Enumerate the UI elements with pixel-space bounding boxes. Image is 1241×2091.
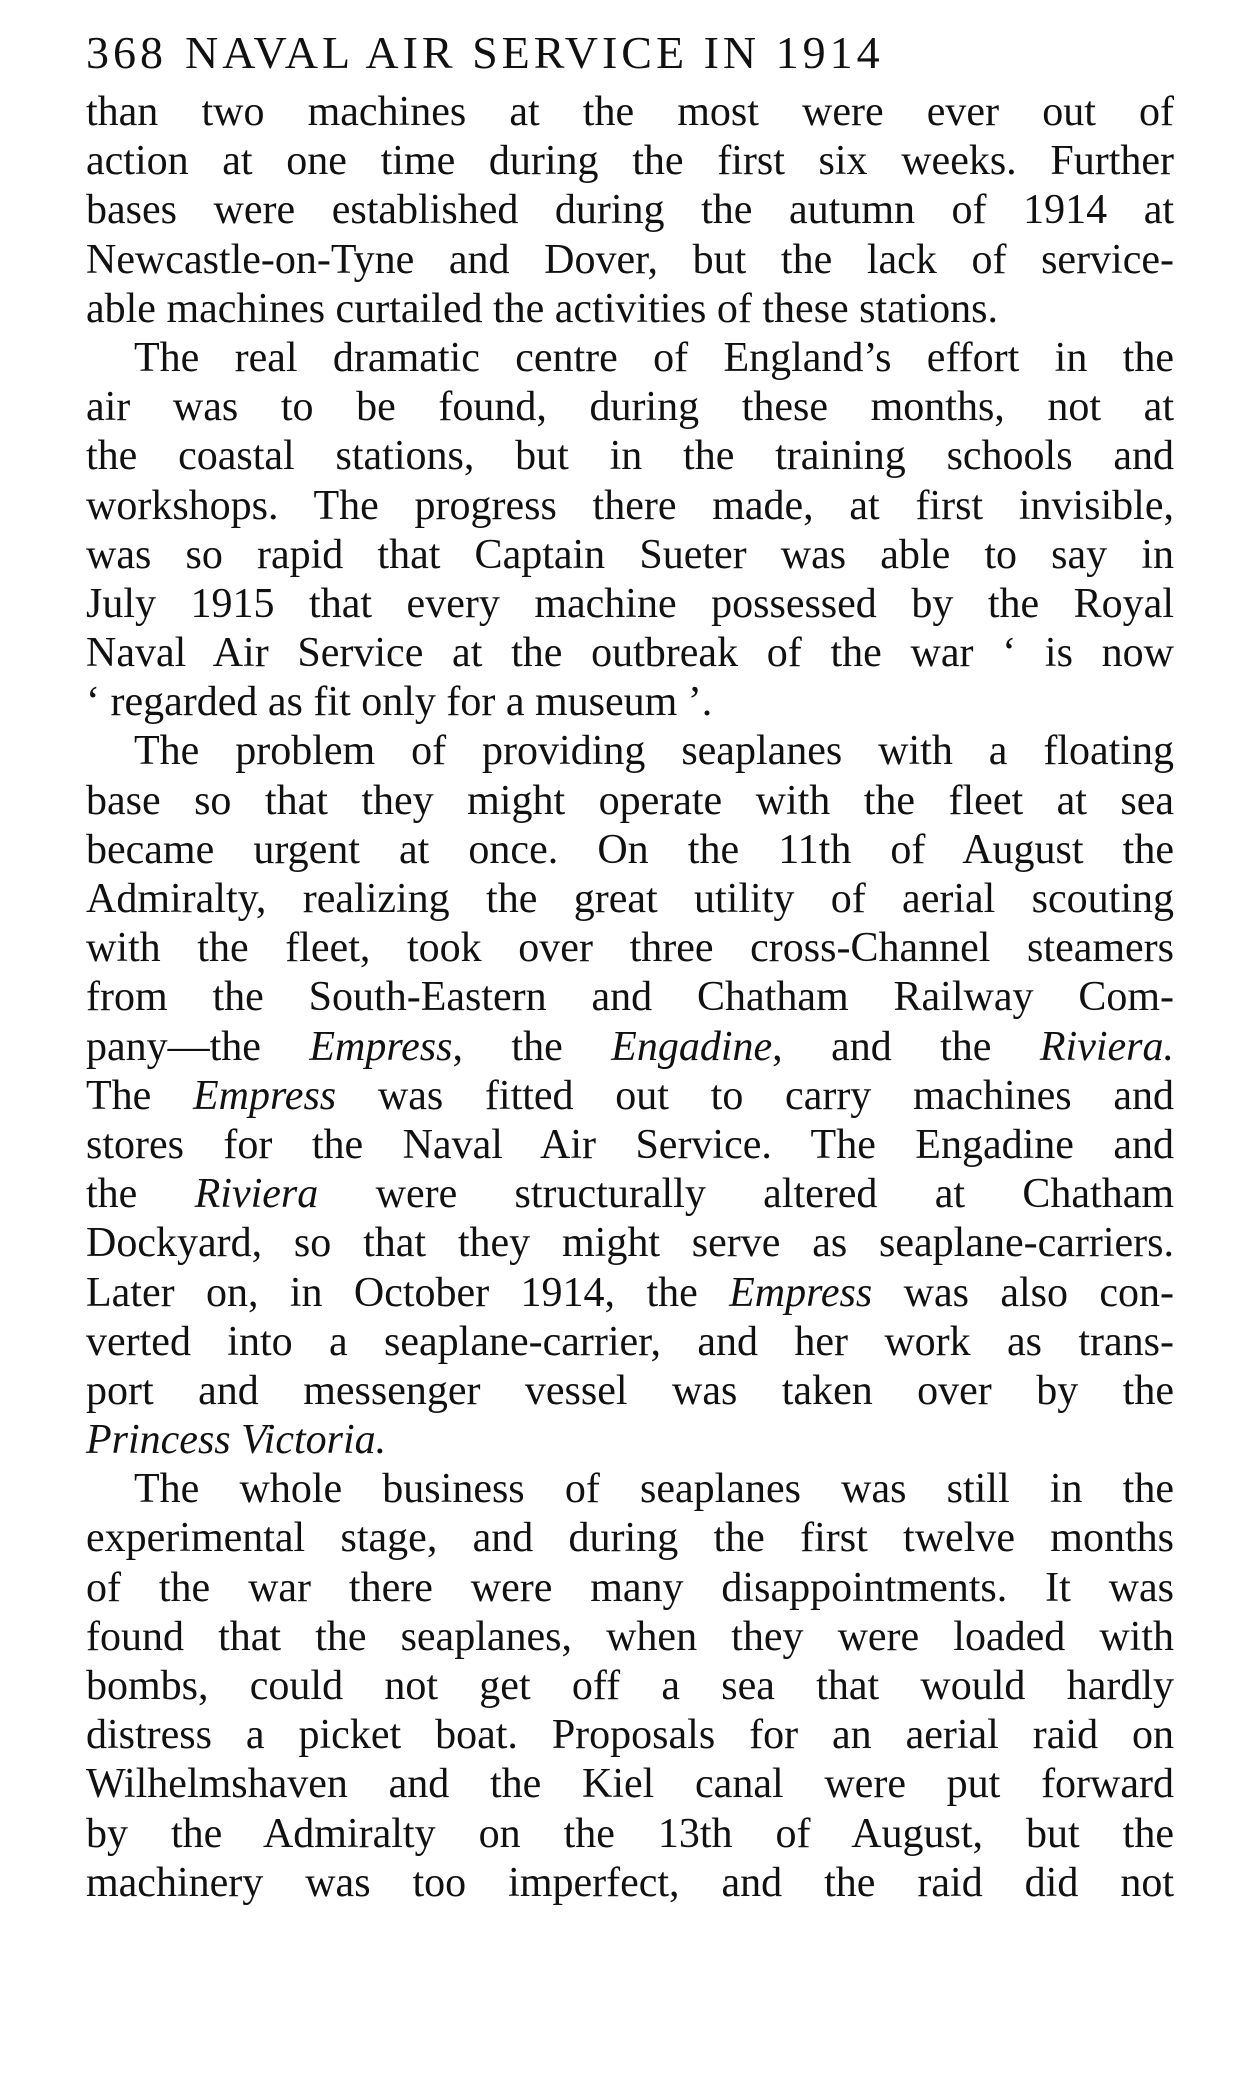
text-line: The real dramatic centre of England’s effort in the: [134, 334, 1174, 381]
text-line: verted into a seaplane-carrier, and her work as trans-: [86, 1318, 1174, 1365]
running-header: [86, 22, 1174, 84]
text-run: the: [86, 1171, 195, 1218]
paragraph-3: [86, 727, 1174, 1465]
text-line: of the war there were many disappointments. It was: [86, 1564, 1174, 1611]
text-line: by the Admiralty on the 13th of August, but the: [86, 1810, 1174, 1857]
text-line: The problem of providing seaplanes with a floating: [134, 728, 1174, 775]
text-line: than two machines at the most were ever out of: [86, 89, 1174, 135]
text-run: pany—the: [86, 1023, 310, 1070]
text-line: Naval Air Service at the outbreak of the war ‘ is now: [86, 630, 1174, 677]
text-line: The whole business of seaplanes was still in the: [134, 1466, 1174, 1513]
text-line: July 1915 that every machine possessed by the Royal: [86, 580, 1174, 627]
text-line: Admiralty, realizing the great utility of aerial scouting: [86, 876, 1174, 922]
text-line: the coastal stations, but in the training schools and: [86, 433, 1174, 480]
ship-name-princess-victoria: Princess Victoria.: [86, 1417, 387, 1464]
text-line: [86, 1023, 1174, 1072]
text-line: bases were established during the autumn of 1914 at: [86, 187, 1174, 234]
ship-name-empress: Empress: [729, 1269, 873, 1316]
book-page: [86, 22, 1174, 1908]
text-run: were structurally altered at Chatham: [318, 1171, 1175, 1218]
text-line: action at one time during the first six weeks. Further: [86, 138, 1174, 185]
ship-name-engadine: Engadine: [611, 1023, 773, 1070]
text-run: , and the: [772, 1023, 1040, 1070]
text-line: ‘ regarded as fit only for a museum ’.: [86, 679, 713, 726]
text-line: machinery was too imperfect, and the raid did not: [86, 1859, 1174, 1906]
text-line: [86, 1269, 1174, 1318]
text-run: was fitted out to carry machines and: [336, 1072, 1175, 1119]
paragraph-1: [86, 88, 1174, 334]
text-line: base so that they might operate with the fleet at sea: [86, 777, 1174, 824]
ship-name-empress: Empress: [309, 1023, 453, 1070]
text-line: [86, 1170, 1174, 1219]
text-run: The: [86, 1072, 194, 1119]
text-line: distress a picket boat. Proposals for an aerial raid on: [86, 1712, 1174, 1759]
text-line: Wilhelmshaven and the Kiel canal were put forward: [86, 1761, 1174, 1808]
ship-name-riviera: Riviera: [1039, 1023, 1164, 1070]
text-run: Later on, in October 1914, the: [86, 1269, 730, 1316]
text-run: was also con-: [872, 1269, 1174, 1316]
page-number: 368: [86, 27, 167, 78]
text-line: found that the seaplanes, when they were loaded with: [86, 1613, 1174, 1660]
text-line: port and messenger vessel was taken over by the: [86, 1367, 1174, 1414]
text-line: experimental stage, and during the first twelve months: [86, 1515, 1174, 1562]
text-line: air was to be found, during these months, not at: [86, 384, 1174, 431]
text-line: [86, 1072, 1174, 1121]
text-line: stores for the Naval Air Service. The Engadine and: [86, 1121, 1174, 1168]
text-run: .: [1163, 1023, 1175, 1070]
text-line: Newcastle-on-Tyne and Dover, but the lack of service-: [86, 236, 1174, 283]
text-line: was so rapid that Captain Sueter was able to say in: [86, 531, 1174, 578]
text-line: able machines curtailed the activities of these stations.: [86, 285, 999, 332]
text-run: , the: [452, 1023, 612, 1070]
ship-name-riviera: Riviera: [194, 1171, 319, 1218]
paragraph-4: [86, 1465, 1174, 1908]
text-line: workshops. The progress there made, at first invisible,: [86, 482, 1174, 529]
text-line: [86, 1416, 1174, 1465]
text-line: Dockyard, so that they might serve as seaplane-carriers.: [86, 1220, 1174, 1267]
ship-name-empress: Empress: [193, 1072, 337, 1119]
text-line: with the fleet, took over three cross-Channel steamers: [86, 925, 1174, 972]
text-line: became urgent at once. On the 11th of August the: [86, 826, 1174, 873]
running-title: NAVAL AIR SERVICE IN 1914: [185, 27, 884, 78]
text-line: bombs, could not get off a sea that would hardly: [86, 1663, 1174, 1709]
text-line: from the South-Eastern and Chatham Railway Com-: [86, 974, 1174, 1021]
paragraph-2: [86, 334, 1174, 728]
